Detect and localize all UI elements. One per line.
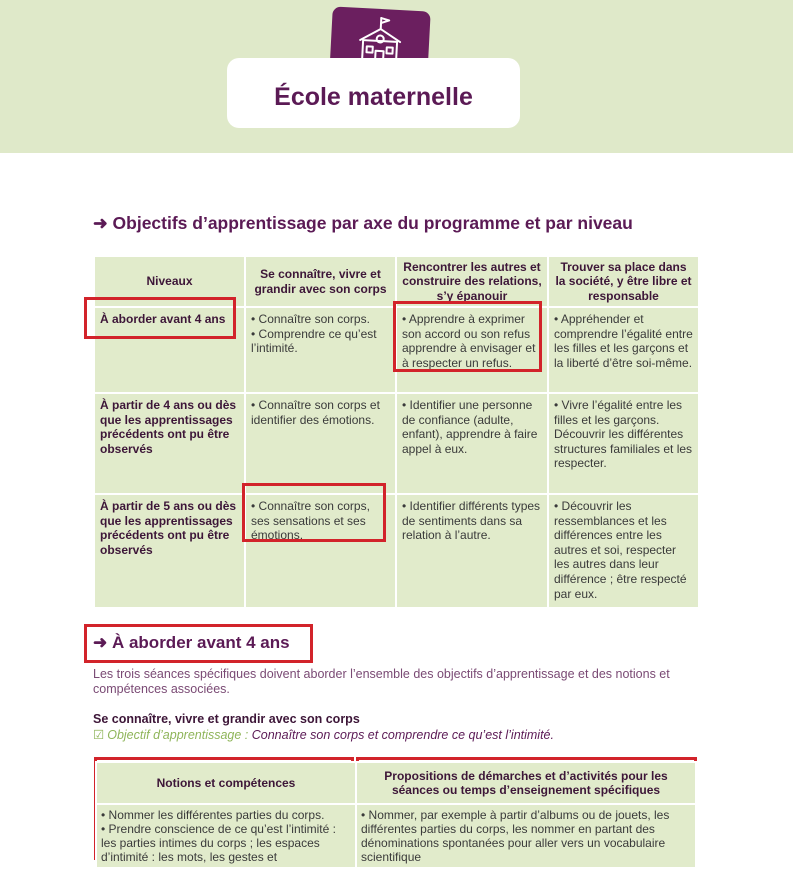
level-cell: À partir de 4 ans ou dès que les apprentissages précédents ont pu être observés xyxy=(94,393,245,494)
objective-text: Connaître son corps et comprendre ce qu’est l’intimité. xyxy=(248,728,554,742)
table-row xyxy=(94,494,699,608)
level-cell: À aborder avant 4 ans xyxy=(94,307,245,393)
section-heading: ➜ Objectifs d’apprentissage par axe du programme et par niveau xyxy=(93,213,633,233)
table-cell: • Nommer les différentes parties du corps. • Prendre conscience de ce qu’est l’intimité : les parties intimes du corps ; les espaces d’intimité : les mots, les gestes et xyxy=(96,804,356,868)
title-card xyxy=(227,58,520,128)
column-header: Rencontrer les autres et construire des relations, s’y épanouir xyxy=(396,256,548,307)
table-cell: • Connaître son corps. • Comprendre ce qu’est l’intimité. xyxy=(245,307,396,393)
page-title: École maternelle xyxy=(274,82,473,111)
table-cell: • Identifier une personne de confiance (adulte, enfant), apprendre à faire appel à eux. xyxy=(396,393,548,494)
axis-heading: Se connaître, vivre et grandir avec son corps xyxy=(93,712,360,726)
table-header-row xyxy=(94,256,699,307)
objective-label: Objectif d’apprentissage : xyxy=(107,728,249,742)
subsection-heading: ➜ À aborder avant 4 ans xyxy=(93,633,290,652)
objectives-table xyxy=(93,255,700,609)
table-cell: • Appréhender et comprendre l’égalité entre les filles et les garçons et la liberté d’être soi-même. xyxy=(548,307,699,393)
table-cell: • Découvrir les ressemblances et les différences entre les autres et soi, respecter les autres dans leur différence ; être respecté par eux. xyxy=(548,494,699,608)
column-header: Notions et compétences xyxy=(96,762,356,804)
check-circle-icon: ☑ xyxy=(93,728,105,742)
notions-table xyxy=(95,761,697,869)
table-row xyxy=(94,393,699,494)
table-cell: • Vivre l’égalité entre les filles et les garçons. Découvrir les différentes structures familiales et les respecter. xyxy=(548,393,699,494)
intro-text: Les trois séances spécifiques doivent aborder l’ensemble des objectifs d’apprentissage et des notions et compétences associées. xyxy=(93,667,670,696)
column-header: Trouver sa place dans la société, y être libre et responsable xyxy=(548,256,699,307)
column-header: Se connaître, vivre et grandir avec son corps xyxy=(245,256,396,307)
table-header-row xyxy=(96,762,696,804)
table-cell: • Identifier différents types de sentiments dans sa relation à l’autre. xyxy=(396,494,548,608)
table-cell: • Connaître son corps et identifier des émotions. xyxy=(245,393,396,494)
level-cell: À partir de 5 ans ou dès que les apprentissages précédents ont pu être observés xyxy=(94,494,245,608)
column-header: Propositions de démarches et d’activités pour les séances ou temps d’enseignement spécifiques xyxy=(356,762,696,804)
objective-line xyxy=(93,727,554,742)
table-row xyxy=(94,307,699,393)
column-header: Niveaux xyxy=(94,256,245,307)
table-cell: • Apprendre à exprimer son accord ou son refus apprendre à envisager et à respecter un refus. xyxy=(396,307,548,393)
table-cell: • Connaître son corps, ses sensations et ses émotions. xyxy=(245,494,396,608)
table-row xyxy=(96,804,696,868)
table-cell: • Nommer, par exemple à partir d’albums ou de jouets, les différentes parties du corps, les nommer en partant des dénominations spontanées pour aller vers un vocabulaire scientifique xyxy=(356,804,696,868)
